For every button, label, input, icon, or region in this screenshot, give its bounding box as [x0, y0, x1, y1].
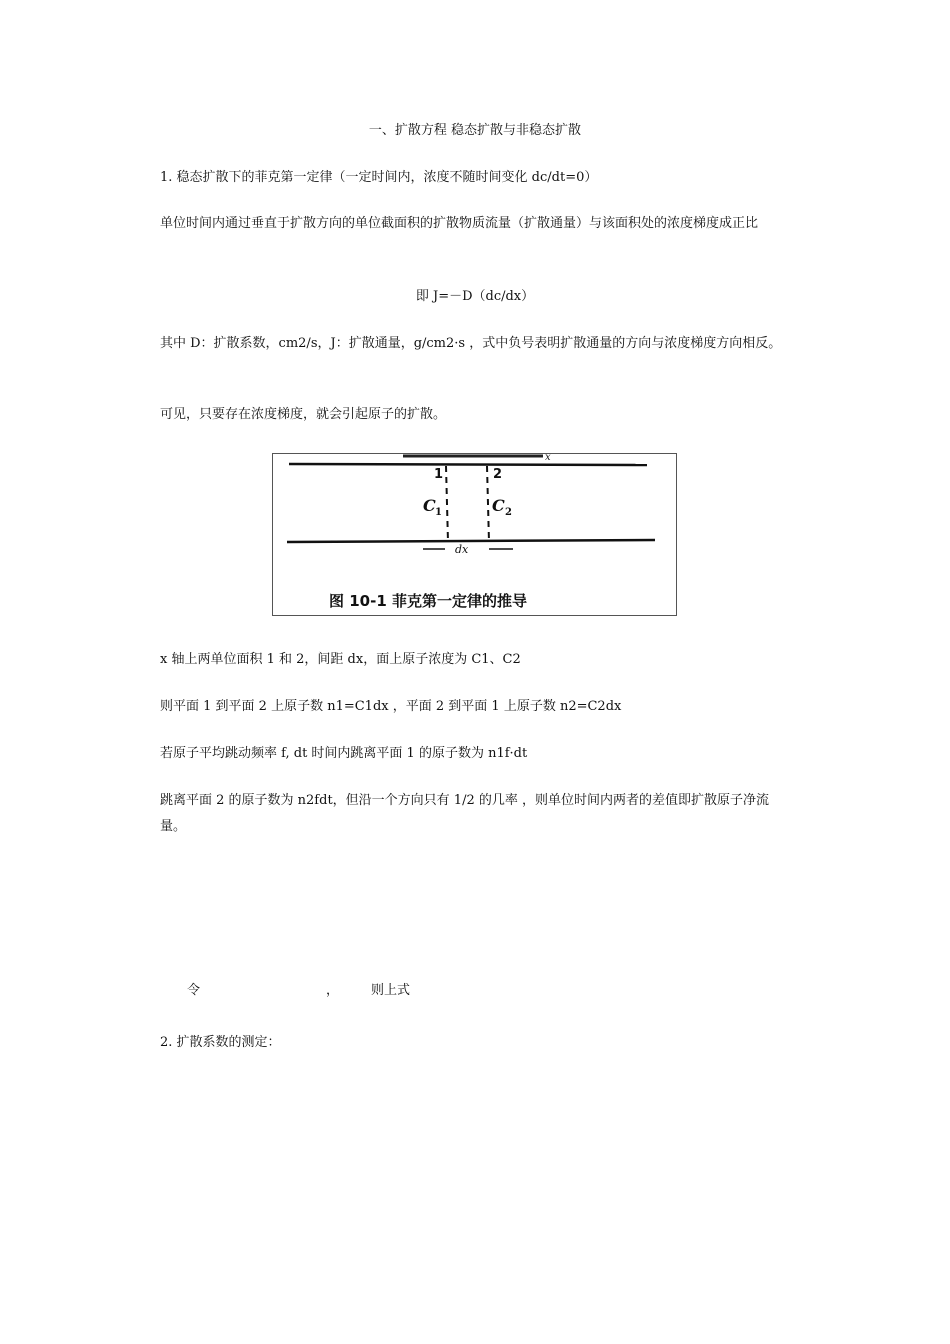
let-word: 令 [187, 983, 201, 998]
figure-fick-derivation [272, 453, 677, 616]
paragraph-concentration-gradient: 可见，只要存在浓度梯度，就会引起原子的扩散。 [160, 407, 447, 422]
x-axis-label: x [545, 454, 551, 463]
figure-diagram [273, 454, 677, 616]
paragraph-symbols: 其中 D：扩散系数，cm2/s，J：扩散通量，g/cm2·s ，式中负号表明扩散通量的方向与浓度梯度方向相反。 [160, 336, 782, 351]
c1-label: C [423, 496, 436, 515]
c1-subscript: 1 [435, 507, 442, 518]
plane-1-label: 1 [434, 467, 444, 482]
c2-label: C [492, 496, 505, 515]
then-formula-text: 则上式 [371, 983, 411, 998]
top-boundary-line [289, 464, 647, 465]
formula-fick-first-law: 即 J=－D（dc/dx） [415, 289, 535, 304]
plane-1-line [446, 466, 448, 542]
dx-label: dx [455, 543, 469, 556]
paragraph-atom-counts: 则平面 1 到平面 2 上原子数 n1=C1dx ，平面 2 到平面 1 上原子数 n2=C2dx [160, 699, 622, 714]
c2-subscript: 2 [505, 507, 512, 518]
plane-2-label: 2 [493, 467, 503, 482]
figure-caption: 图 10-1 菲克第一定律的推导 [329, 592, 527, 610]
comma-separator: ， [326, 983, 340, 998]
bottom-boundary-line [287, 540, 655, 542]
section-2-heading: 2. 扩散系数的测定： [160, 1035, 281, 1050]
paragraph-definition: 单位时间内通过垂直于扩散方向的单位截面积的扩散物质流量（扩散通量）与该面积处的浓度梯度成正比 [160, 216, 759, 231]
paragraph-net-flux: 跳离平面 2 的原子数为 n2fdt，但沿一个方向只有 1/2 的几率 ，则单位时间内两者的差值即扩散原子净流量。 [160, 793, 769, 834]
section-1-heading: 1. 稳态扩散下的菲克第一定律（一定时间内，浓度不随时间变化 dc/dt=0） [160, 170, 598, 185]
paragraph-unit-areas: x 轴上两单位面积 1 和 2，间距 dx，面上原子浓度为 C1、C2 [160, 652, 521, 667]
plane-2-line [487, 466, 489, 542]
paragraph-jump-frequency: 若原子平均跳动频率 f, dt 时间内跳离平面 1 的原子数为 n1f·dt [160, 746, 528, 761]
document-title: 一、扩散方程 稳态扩散与非稳态扩散 [368, 123, 582, 138]
